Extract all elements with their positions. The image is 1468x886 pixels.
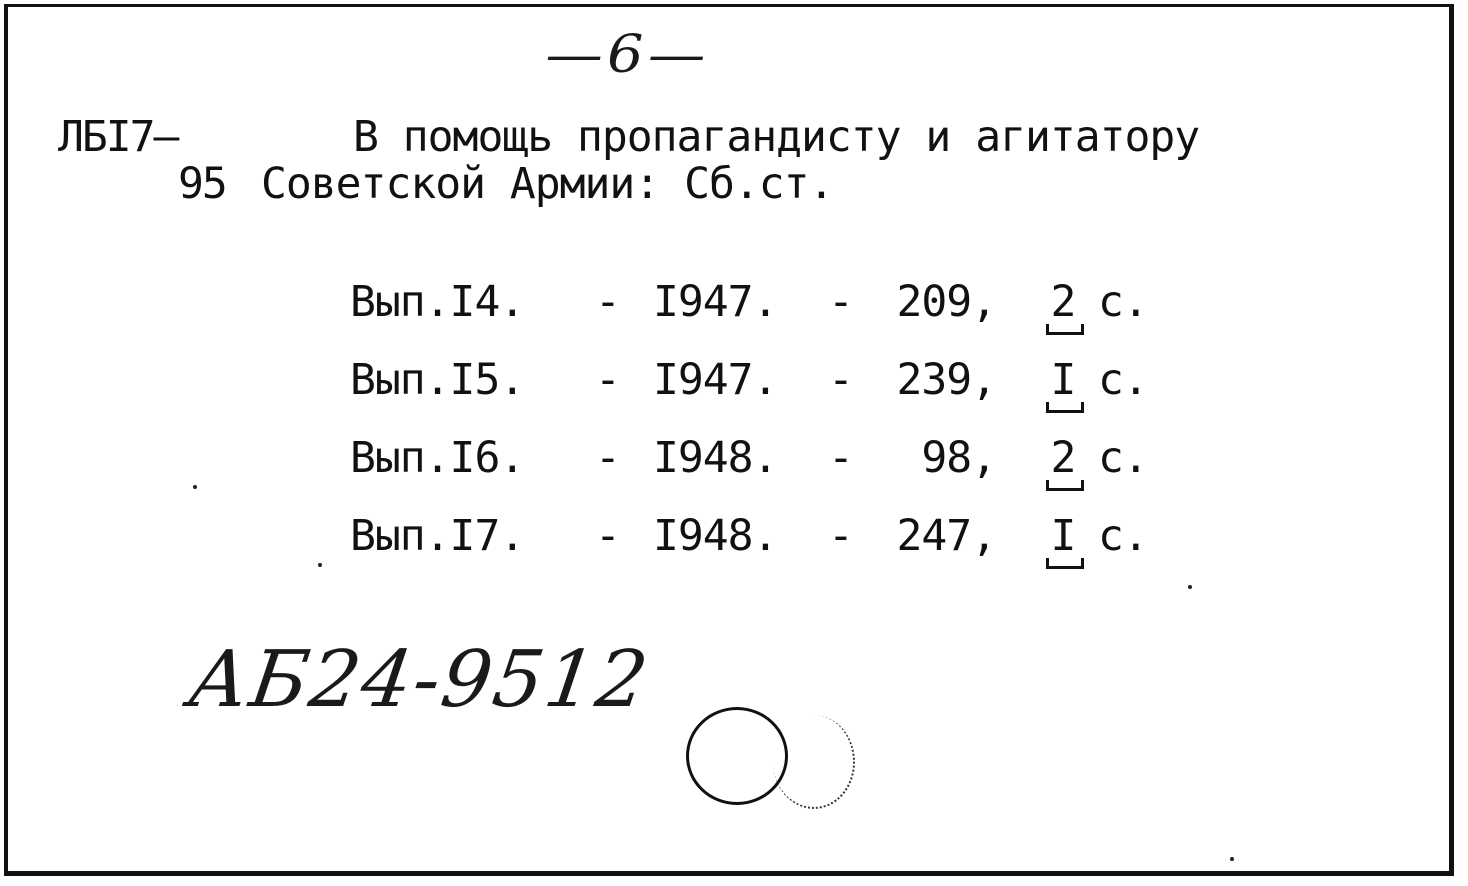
issue-row <box>350 355 1158 433</box>
handwritten-shelfmark: АБ24-9512 <box>183 635 655 725</box>
issue-row <box>350 511 1158 589</box>
issue-number: Вып.I6. <box>350 433 525 483</box>
issue-separator: - <box>828 355 853 405</box>
call-number-line1: ЛБI7— <box>58 112 178 162</box>
issue-year: I948. <box>653 433 778 483</box>
title-line2: Советской Армии: Сб.ст. <box>261 159 834 209</box>
issue-unit: с. <box>1098 433 1148 483</box>
page-number-mark: —6— <box>545 25 710 85</box>
faint-circle-stamp <box>773 715 855 809</box>
issue-plates: I <box>1028 355 1098 405</box>
title-line1: В помощь пропагандисту и агитатору <box>353 112 1200 162</box>
issue-separator: - <box>595 433 620 483</box>
issue-separator: - <box>595 355 620 405</box>
issue-pages: 209, <box>896 277 996 327</box>
issue-pages: 98, <box>921 433 996 483</box>
issue-plates: I <box>1028 511 1098 561</box>
issue-separator: - <box>828 277 853 327</box>
issue-row <box>350 277 1158 355</box>
ink-speck <box>1188 585 1192 589</box>
issue-unit: с. <box>1098 277 1148 327</box>
issue-unit: с. <box>1098 511 1148 561</box>
issue-separator: - <box>595 277 620 327</box>
call-number-line2: 95 <box>178 159 226 209</box>
issue-pages: 239, <box>896 355 996 405</box>
issue-plates: 2 <box>1028 433 1098 483</box>
issue-year: I948. <box>653 511 778 561</box>
catalog-card <box>4 4 1454 876</box>
issue-separator: - <box>828 433 853 483</box>
issue-number: Вып.I7. <box>350 511 525 561</box>
issues-list <box>350 277 1158 589</box>
ink-speck <box>318 563 322 567</box>
issue-year: I947. <box>653 277 778 327</box>
ink-speck <box>1230 857 1234 861</box>
ink-speck <box>193 485 197 489</box>
issue-pages: 247, <box>896 511 996 561</box>
issue-number: Вып.I5. <box>350 355 525 405</box>
issue-separator: - <box>828 511 853 561</box>
issue-separator: - <box>595 511 620 561</box>
issue-number: Вып.I4. <box>350 277 525 327</box>
issue-plates: 2 <box>1028 277 1098 327</box>
issue-year: I947. <box>653 355 778 405</box>
issue-row <box>350 433 1158 511</box>
issue-unit: с. <box>1098 355 1148 405</box>
